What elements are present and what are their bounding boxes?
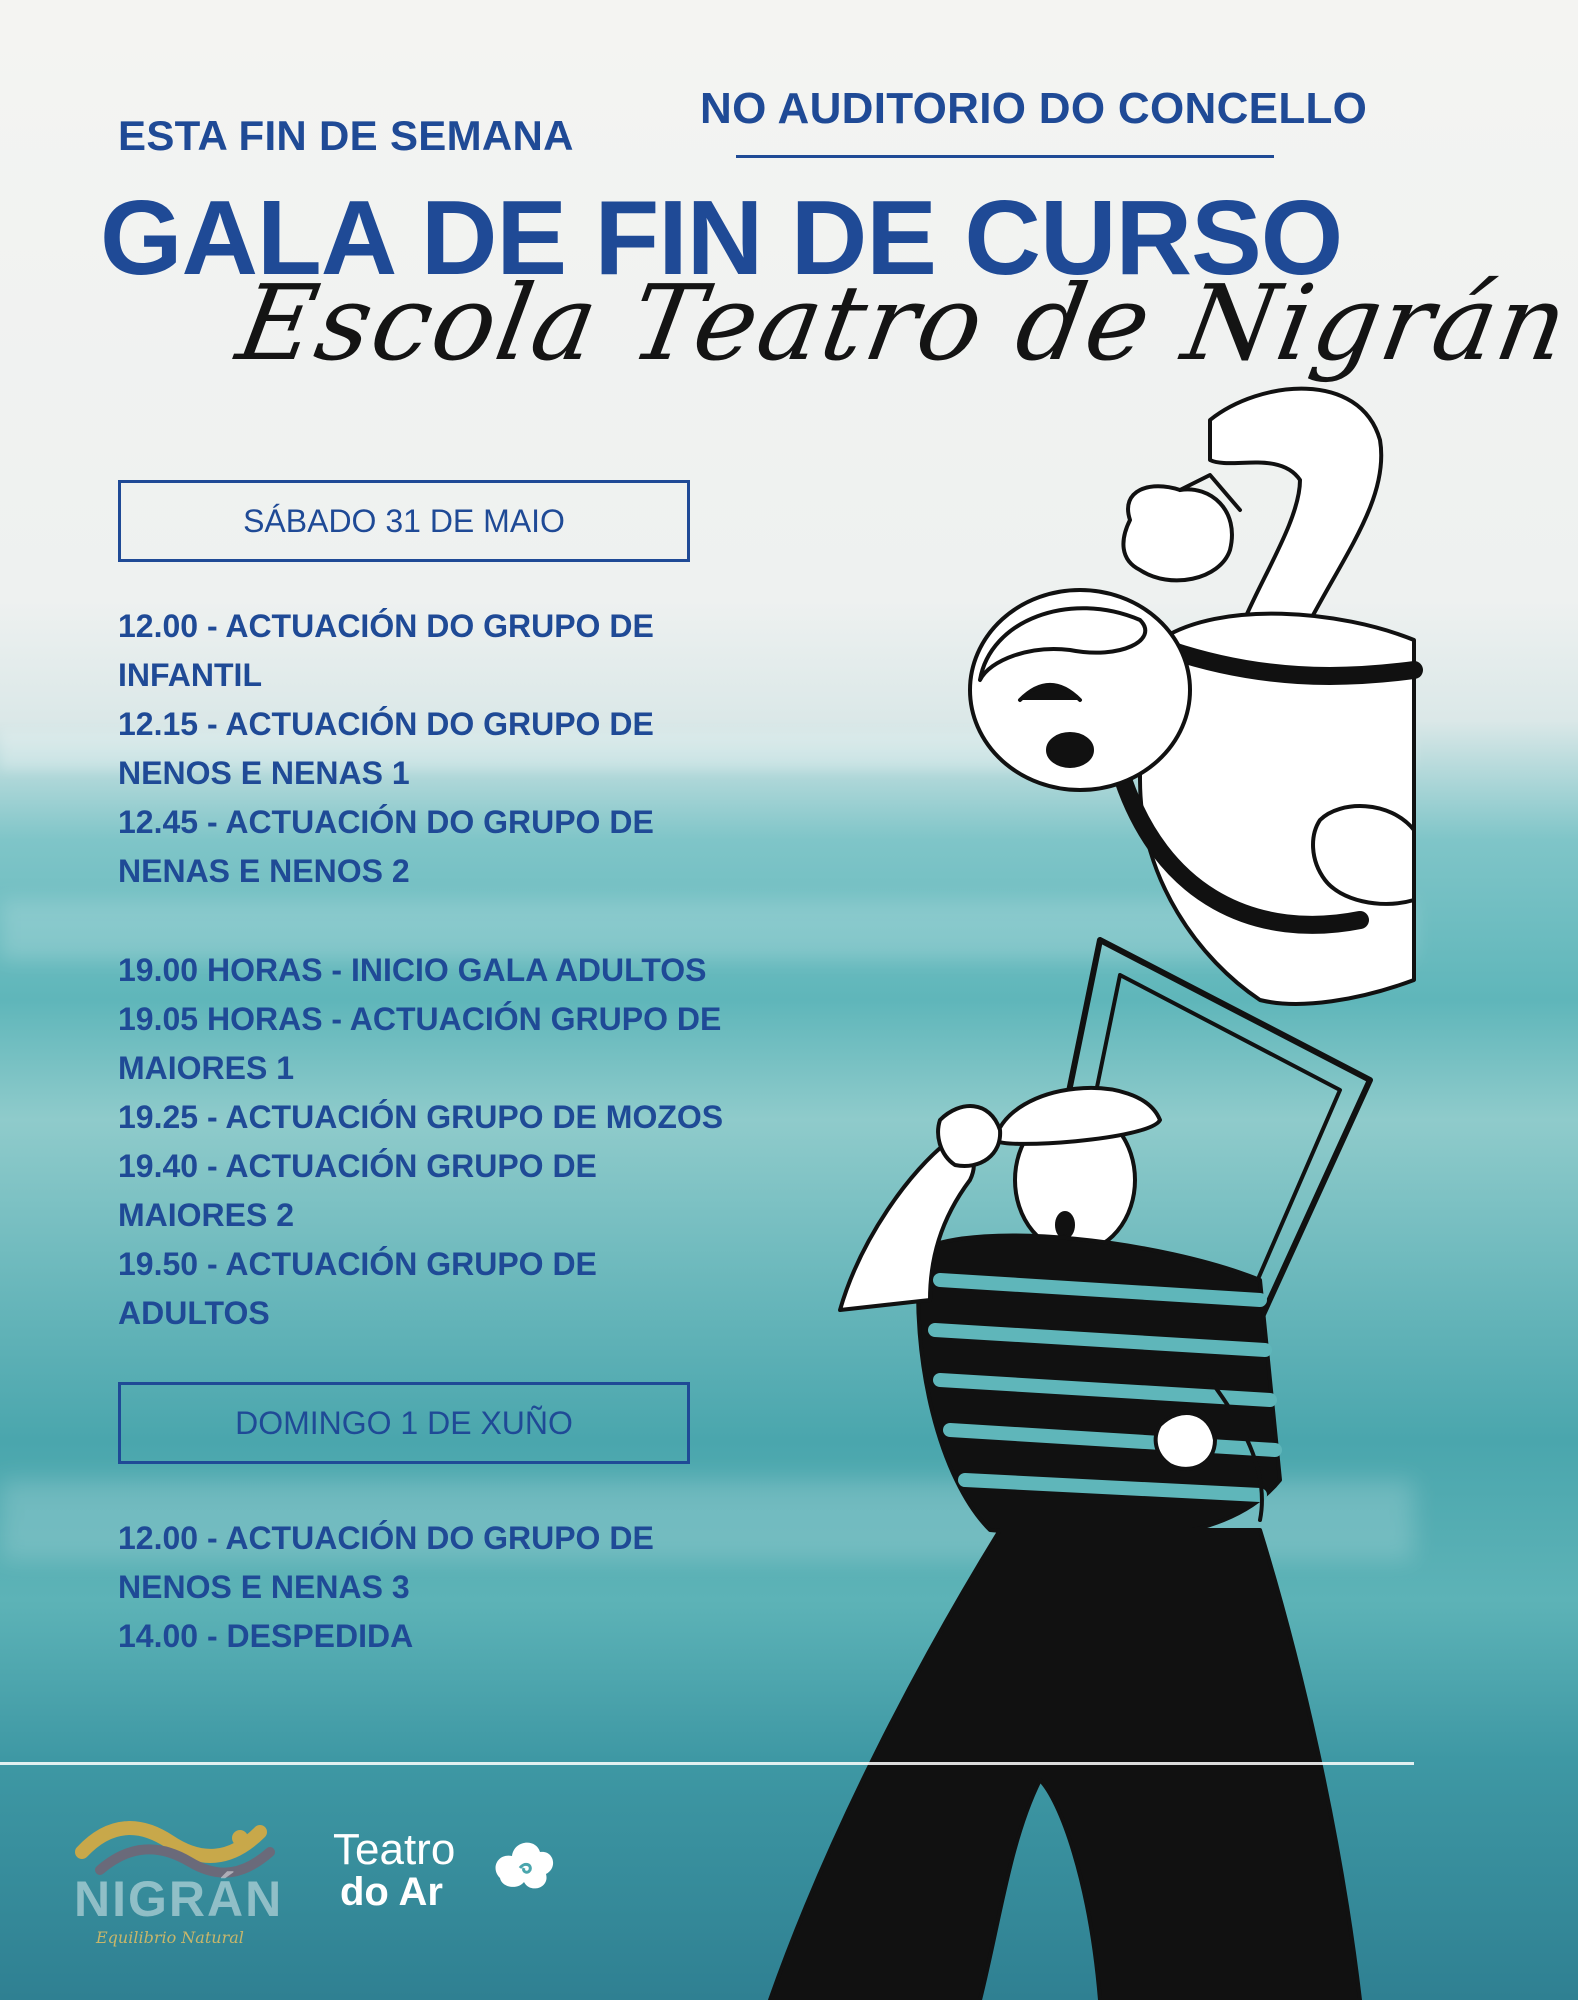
saturday-date-box — [118, 480, 690, 562]
upper-mime-arm — [1210, 389, 1381, 640]
nigran-logo-text: NIGRÁN — [74, 1871, 284, 1927]
sunday-schedule — [118, 1514, 778, 1661]
school-name: Escola Teatro de Nigrán — [229, 262, 1578, 384]
teatro-logo-line2: do Ar — [340, 1870, 443, 1914]
upper-mime-fist — [1123, 486, 1232, 580]
venue-label: NO AUDITORIO DO CONCELLO — [700, 84, 1368, 133]
saturday-evening-schedule — [118, 946, 778, 1338]
schedule-line: 12.00 - ACTUACIÓN DO GRUPO DE — [118, 1520, 654, 1556]
sunday-date-label: DOMINGO 1 DE XUÑO — [235, 1404, 573, 1441]
mime-illustration — [740, 380, 1414, 2000]
lower-mime-trousers — [770, 1530, 1360, 2000]
saturday-morning-schedule — [118, 602, 778, 896]
weekend-label: ESTA FIN DE SEMANA — [118, 112, 574, 159]
schedule-line: NENAS E NENOS 2 — [118, 853, 410, 889]
schedule-line: MAIORES 2 — [118, 1197, 295, 1233]
schedule-line: MAIORES 1 — [118, 1050, 295, 1086]
schedule-line: NENOS E NENAS 1 — [118, 755, 410, 791]
schedule-line: 19.25 - ACTUACIÓN GRUPO DE MOZOS — [118, 1099, 724, 1135]
schedule-line: INFANTIL — [118, 657, 262, 693]
footer-divider — [0, 1762, 1414, 1765]
schedule-line: 12.15 - ACTUACIÓN DO GRUPO DE — [118, 706, 654, 742]
schedule-line: 19.50 - ACTUACIÓN GRUPO DE — [118, 1246, 597, 1282]
schedule-line: NENOS E NENAS 3 — [118, 1569, 410, 1605]
teatro-logo-line1: Teatro — [333, 1825, 456, 1874]
schedule-line: 14.00 - DESPEDIDA — [118, 1618, 414, 1654]
cloud-swirl-icon — [490, 1828, 560, 1898]
schedule-line: 19.40 - ACTUACIÓN GRUPO DE — [118, 1148, 597, 1184]
schedule-line: ADULTOS — [118, 1295, 270, 1331]
schedule-line: 12.00 - ACTUACIÓN DO GRUPO DE — [118, 608, 654, 644]
schedule-line: 12.45 - ACTUACIÓN DO GRUPO DE — [118, 804, 654, 840]
schedule-line: 19.05 HORAS - ACTUACIÓN GRUPO DE — [118, 1001, 722, 1037]
saturday-date-label: SÁBADO 31 DE MAIO — [243, 502, 565, 539]
nigran-tagline: Equilibrio Natural — [96, 1928, 244, 1947]
sunday-date-box — [118, 1382, 690, 1464]
schedule-line: 19.00 HORAS - INICIO GALA ADULTOS — [118, 952, 707, 988]
poster-title: GALA DE FIN DE CURSO — [100, 179, 1343, 297]
venue-underline — [736, 155, 1274, 158]
